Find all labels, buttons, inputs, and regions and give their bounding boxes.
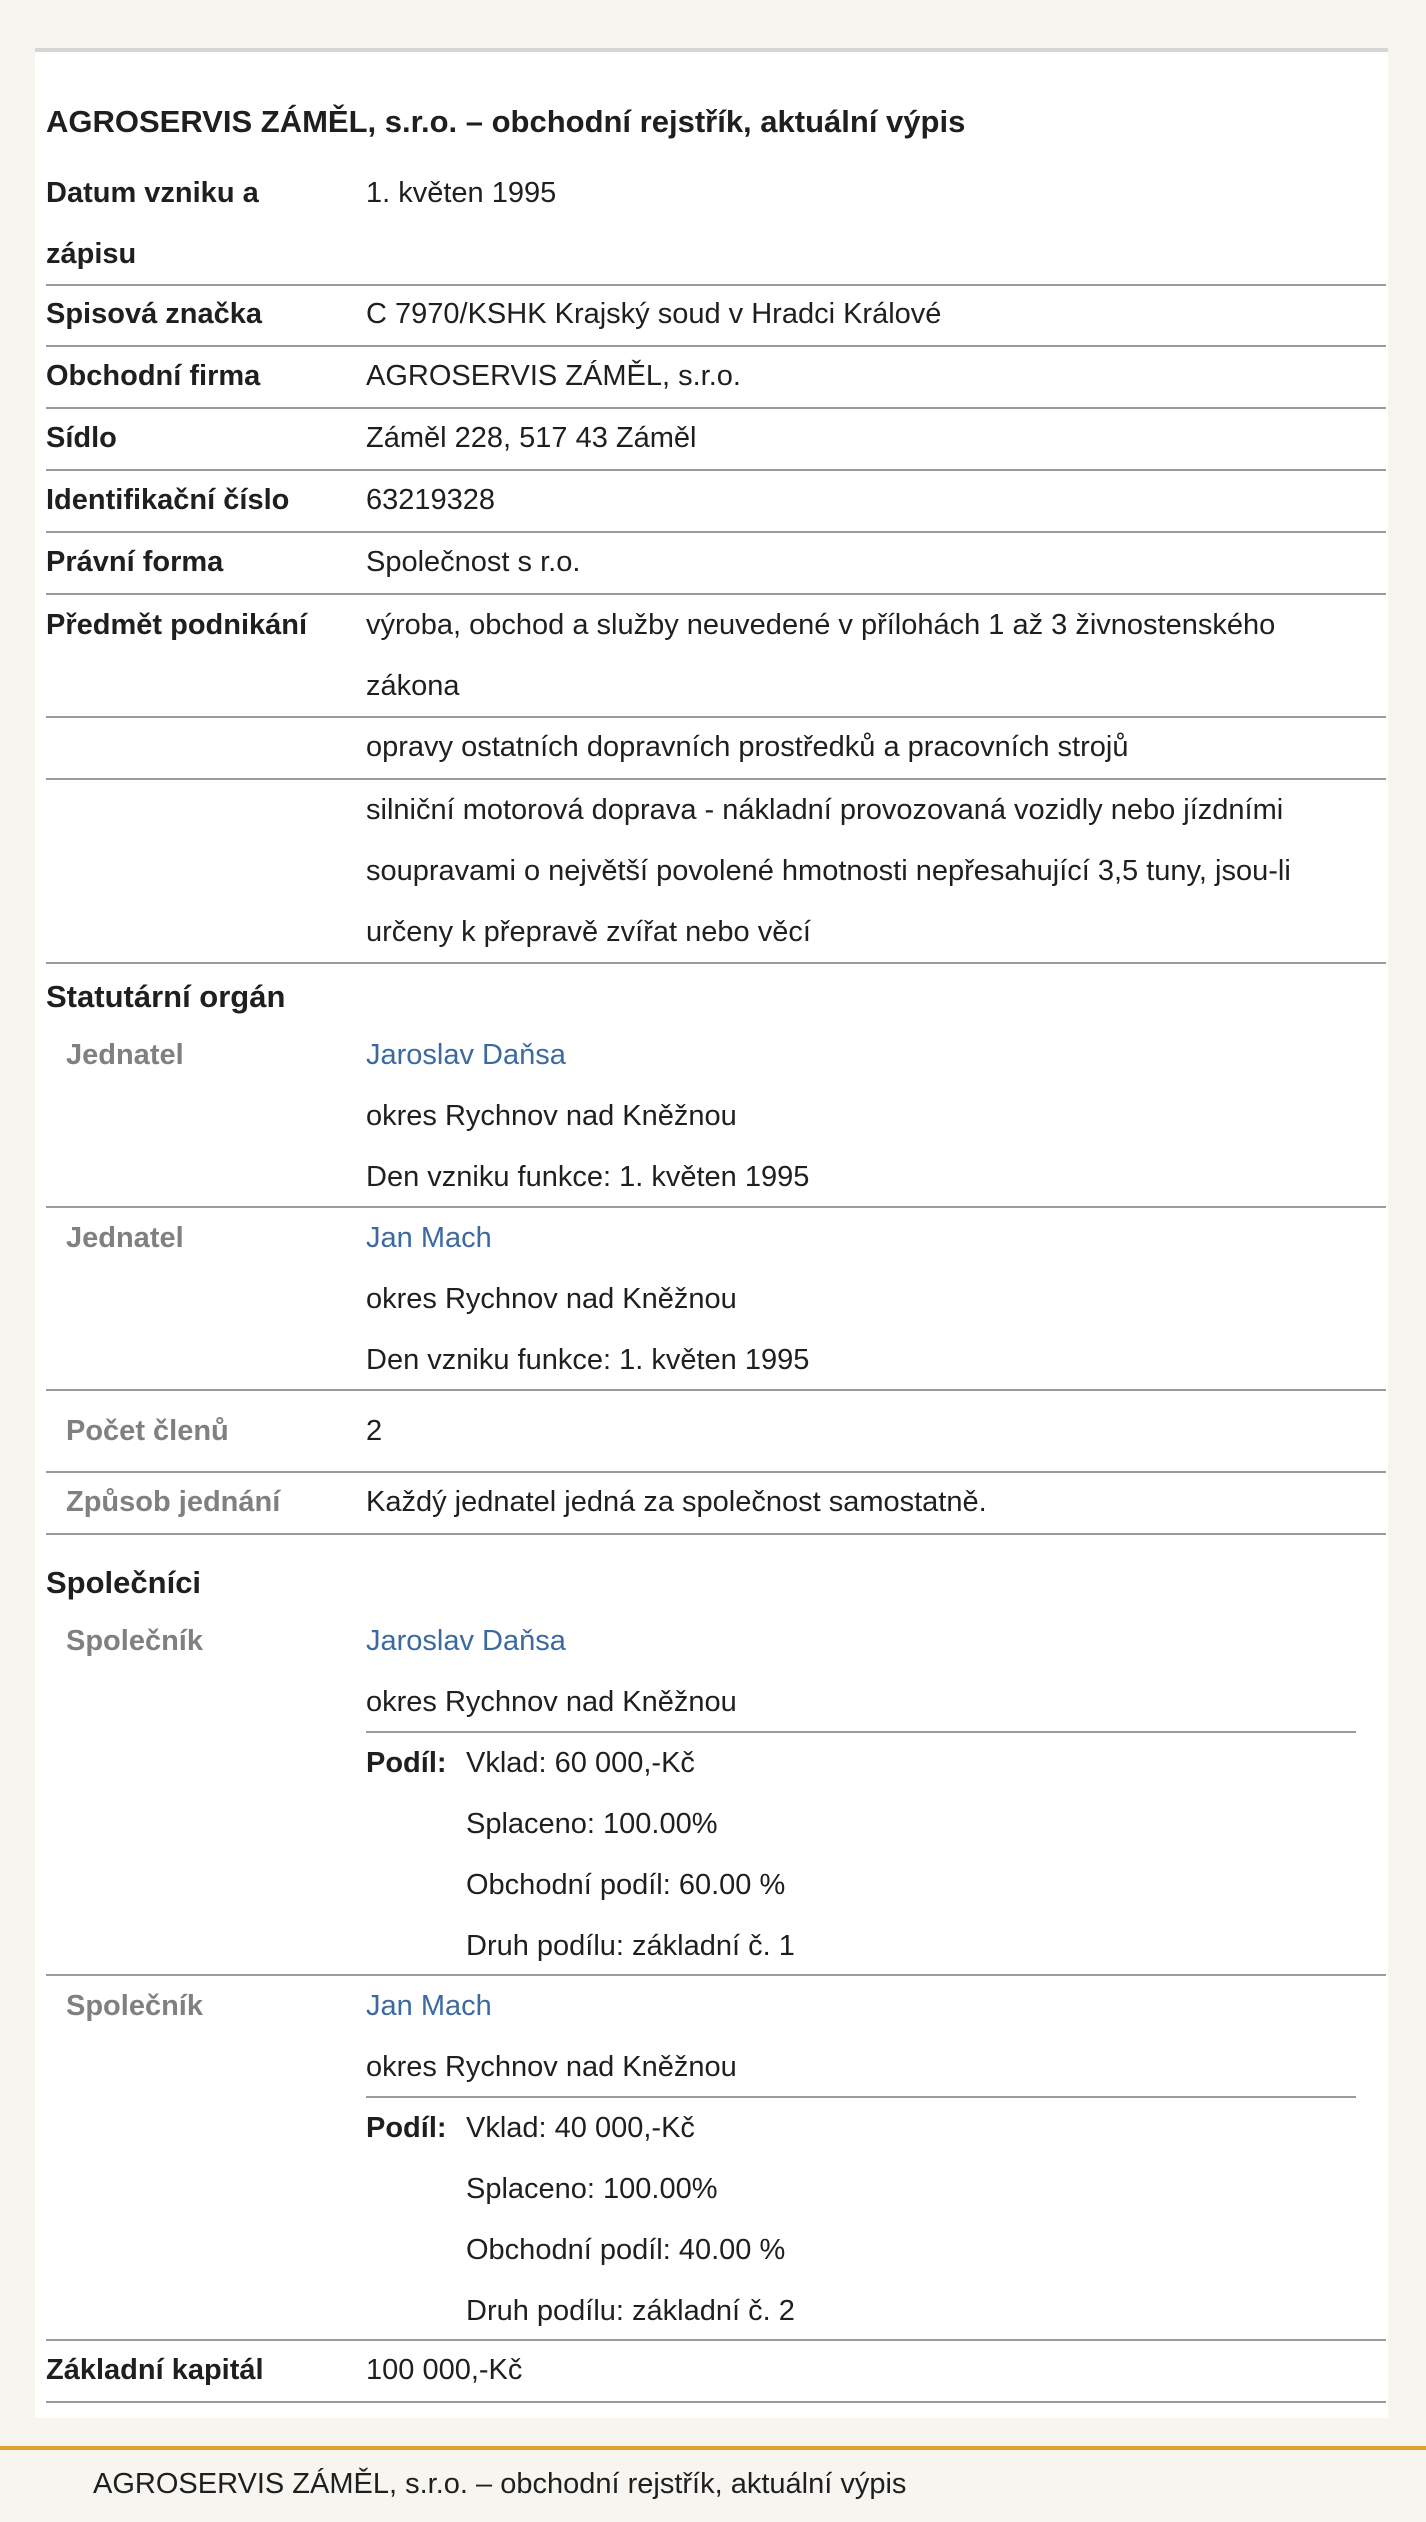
label-jednatel: Jednatel bbox=[66, 1039, 184, 1071]
row-datum-vzniku bbox=[46, 163, 1386, 286]
row-predmet-podnikani bbox=[46, 595, 1386, 718]
value-spolecnik bbox=[366, 1976, 1376, 2098]
section-title-statutarni-organ: Statutární orgán bbox=[46, 979, 286, 1014]
podil-druh: Druh podílu: základní č. 1 bbox=[466, 1930, 795, 1962]
person-okres: okres Rychnov nad Kněžnou bbox=[366, 2051, 737, 2083]
value-zakladni-kapital: 100 000,-Kč bbox=[366, 2354, 523, 2386]
row-spisova-znacka bbox=[46, 286, 1386, 347]
person-vznik-funkce: Den vzniku funkce: 1. květen 1995 bbox=[366, 1344, 810, 1376]
person-okres: okres Rychnov nad Kněžnou bbox=[366, 1686, 737, 1718]
label-identifikacni-cislo: Identifikační číslo bbox=[46, 484, 290, 516]
registry-extract-card bbox=[35, 48, 1388, 2418]
podil-values bbox=[466, 2098, 795, 2342]
row-jednatel bbox=[46, 1208, 1386, 1391]
value-predmet-item bbox=[366, 780, 1376, 963]
value-spisova-znacka: C 7970/KSHK Krajský soud v Hradci Králové bbox=[366, 298, 942, 330]
podil-vklad: Vklad: 40 000,-Kč bbox=[466, 2112, 695, 2144]
person-vznik-funkce: Den vzniku funkce: 1. květen 1995 bbox=[366, 1161, 810, 1193]
row-sidlo bbox=[46, 409, 1386, 471]
label-zpusob-jednani: Způsob jednání bbox=[66, 1486, 281, 1518]
label-pravni-forma: Právní forma bbox=[46, 546, 224, 578]
value-spolecnik bbox=[366, 1611, 1376, 1733]
label-spolecnik: Společník bbox=[66, 1990, 203, 2022]
page-footer bbox=[0, 2446, 1426, 2522]
value-identifikacni-cislo: 63219328 bbox=[366, 484, 496, 516]
predmet-line: výroba, obchod a služby neuvedené v přílohách 1 až 3 živnostenského bbox=[366, 609, 1276, 641]
podil-obchodni-podil: Obchodní podíl: 60.00 % bbox=[466, 1869, 786, 1901]
label-jednatel: Jednatel bbox=[66, 1222, 184, 1254]
label-obchodni-firma: Obchodní firma bbox=[46, 360, 261, 392]
label-predmet-podnikani: Předmět podnikání bbox=[46, 609, 308, 641]
value-zpusob-jednani: Každý jednatel jedná za společnost samostatně. bbox=[366, 1486, 987, 1518]
label-spisova-znacka: Spisová značka bbox=[46, 298, 262, 330]
label-datum-vzniku: Datum vzniku a zápisu bbox=[46, 177, 259, 270]
predmet-line: opravy ostatních dopravních prostředků a pracovních strojů bbox=[366, 731, 1129, 763]
label-zakladni-kapital: Základní kapitál bbox=[46, 2354, 264, 2386]
row-spolecnik bbox=[46, 1611, 1386, 1976]
podil-block bbox=[366, 2096, 1356, 2338]
value-obchodni-firma: AGROSERVIS ZÁMĚL, s.r.o. bbox=[366, 360, 741, 392]
row-identifikacni-cislo bbox=[46, 471, 1386, 533]
podil-vklad: Vklad: 60 000,-Kč bbox=[466, 1747, 695, 1779]
value-jednatel bbox=[366, 1208, 1376, 1391]
podil-obchodni-podil: Obchodní podíl: 40.00 % bbox=[466, 2234, 786, 2266]
row-zakladni-kapital bbox=[46, 2341, 1386, 2403]
row-zpusob-jednani bbox=[46, 1473, 1386, 1535]
row-obchodni-firma bbox=[46, 347, 1386, 409]
row-predmet-podnikani-3 bbox=[46, 780, 1386, 964]
podil-label: Podíl: bbox=[366, 2112, 447, 2144]
podil-splaceno: Splaceno: 100.00% bbox=[466, 2173, 718, 2205]
value-jednatel bbox=[366, 1025, 1376, 1208]
person-link[interactable]: Jan Mach bbox=[366, 1990, 492, 2022]
label-pocet-clenu: Počet členů bbox=[66, 1415, 229, 1447]
predmet-line: silniční motorová doprava - nákladní provozovaná vozidly nebo jízdními bbox=[366, 794, 1284, 826]
label-sidlo: Sídlo bbox=[46, 422, 117, 454]
row-pravni-forma bbox=[46, 533, 1386, 595]
person-okres: okres Rychnov nad Kněžnou bbox=[366, 1100, 737, 1132]
section-title-spolecnici: Společníci bbox=[46, 1565, 202, 1600]
value-sidlo: Záměl 228, 517 43 Záměl bbox=[366, 422, 697, 454]
predmet-line: soupravami o největší povolené hmotnosti nepřesahující 3,5 tuny, jsou-li bbox=[366, 855, 1291, 887]
value-pravni-forma: Společnost s r.o. bbox=[366, 546, 581, 578]
podil-label: Podíl: bbox=[366, 1747, 447, 1779]
footer-text: AGROSERVIS ZÁMĚL, s.r.o. – obchodní rejstřík, aktuální výpis bbox=[93, 2468, 907, 2500]
person-link[interactable]: Jaroslav Daňsa bbox=[366, 1625, 566, 1657]
podil-block bbox=[366, 1731, 1356, 1973]
predmet-line: zákona bbox=[366, 670, 460, 702]
page-title: AGROSERVIS ZÁMĚL, s.r.o. – obchodní rejstřík, aktuální výpis bbox=[46, 104, 966, 139]
person-link[interactable]: Jan Mach bbox=[366, 1222, 492, 1254]
podil-splaceno: Splaceno: 100.00% bbox=[466, 1808, 718, 1840]
podil-values bbox=[466, 1733, 795, 1977]
row-predmet-podnikani-2 bbox=[46, 718, 1386, 780]
person-okres: okres Rychnov nad Kněžnou bbox=[366, 1283, 737, 1315]
value-pocet-clenu: 2 bbox=[366, 1415, 383, 1447]
podil-druh: Druh podílu: základní č. 2 bbox=[466, 2295, 795, 2327]
predmet-line: určeny k přepravě zvířat nebo věcí bbox=[366, 916, 811, 948]
label-spolecnik: Společník bbox=[66, 1625, 203, 1657]
value-datum-vzniku: 1. květen 1995 bbox=[366, 177, 557, 209]
value-predmet-item bbox=[366, 595, 1376, 717]
row-jednatel bbox=[46, 1025, 1386, 1208]
row-pocet-clenu bbox=[46, 1391, 1386, 1473]
value-predmet-item bbox=[366, 717, 1376, 778]
row-spolecnik bbox=[46, 1976, 1386, 2341]
person-link[interactable]: Jaroslav Daňsa bbox=[366, 1039, 566, 1071]
